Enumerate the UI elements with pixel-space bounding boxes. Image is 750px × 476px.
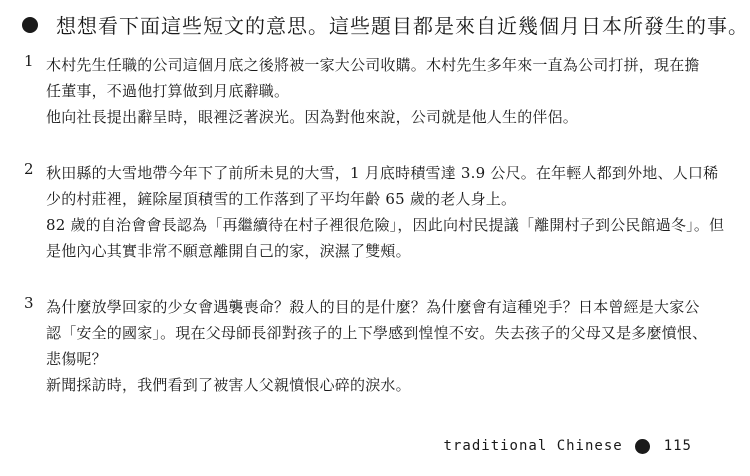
passage-line: 82 歲的自治會會長認為「再繼續待在村子裡很危險」，因此向村民提議「離開村子到公民館過冬」。但 [46,216,725,234]
item-number: 2 [24,160,34,178]
page-number: 115 [663,438,692,454]
passage-body [46,294,726,398]
heading-text: 想想看下面這些短文的意思。這些題目都是來自近幾個月日本所發生的事。 [56,14,749,38]
passage-line: 是他內心其實非常不願意離開自己的家，淚濕了雙頰。 [46,242,411,260]
passage-line: 秋田縣的大雪地帶今年下了前所未見的大雪，1 月底時積雪達 3.9 公尺。在年輕人都到外地、人口稀 [46,164,719,182]
passage-line: 任董事，不過他打算做到月底辭職。 [46,82,290,100]
item-number: 3 [24,294,34,312]
footer-label: traditional Chinese [443,438,623,454]
passage-line: 悲傷呢？ [46,350,107,368]
passage-body [46,160,726,264]
passage-line: 新聞採訪時，我們看到了被害人父親憤恨心碎的淚水。 [46,376,411,394]
passage-line: 木村先生任職的公司這個月底之後將被一家大公司收購。木村先生多年來一直為公司打拼，現在擔 [46,56,700,74]
passage-body [46,52,726,130]
page-footer [444,438,692,454]
section-heading [22,10,749,39]
passage-line: 認「安全的國家」。現在父母師長卻對孩子的上下學感到惶惶不安。失去孩子的父母又是多麼憤恨、 [46,324,708,342]
item-number: 1 [24,52,34,70]
heading-bullet-icon [22,17,38,33]
passage-line: 他向社長提出辭呈時，眼裡泛著淚光。因為對他來說，公司就是他人生的伴侶。 [46,108,579,126]
footer-dot-icon [635,439,650,454]
passage-line: 少的村莊裡，鏟除屋頂積雪的工作落到了平均年齡 65 歲的老人身上。 [46,190,517,208]
passage-line: 為什麼放學回家的少女會遇襲喪命？殺人的目的是什麼？為什麼會有這種兇手？日本曾經是大家公 [46,298,700,316]
